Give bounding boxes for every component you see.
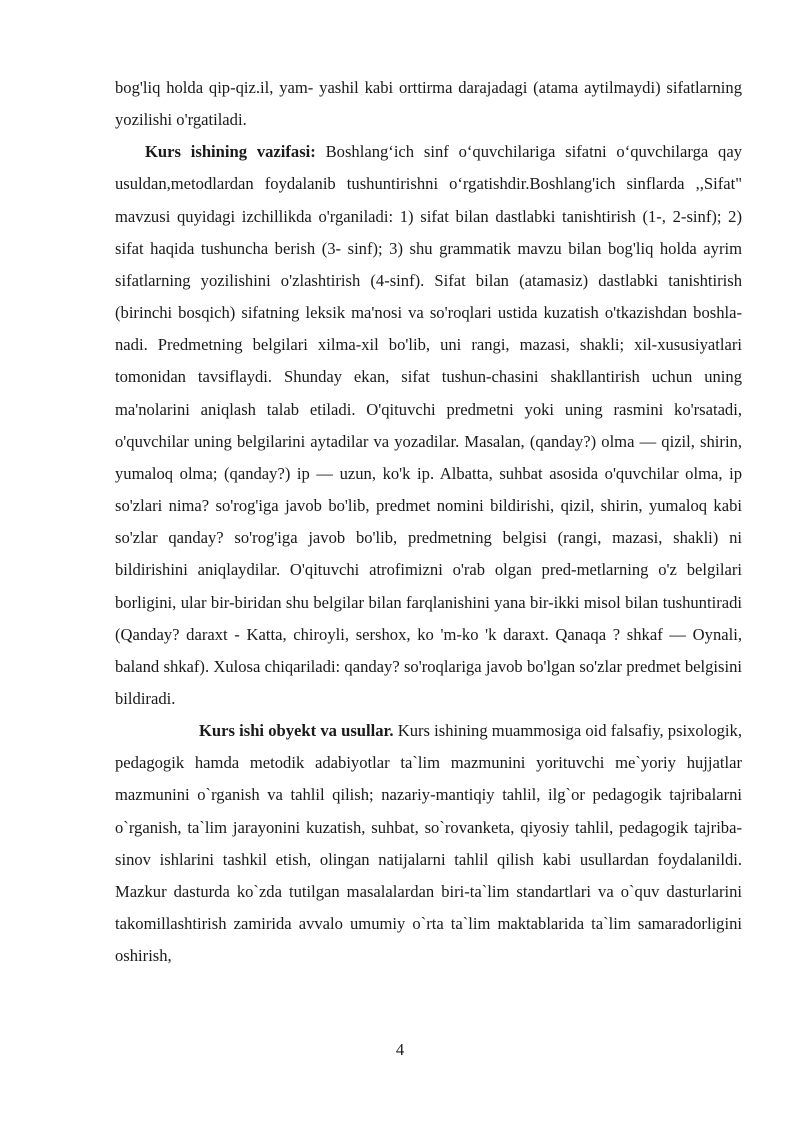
paragraph-object-methods-text: Kurs ishining muammosiga oid falsafiy, psixologik, pedagogik hamda metodik adabiyotlar ta`lim mazmunini yorituvchi me`yoriy hujjatlar mazmunini o`rganish va tahlil qilish; nazariy-mantiqiy tahlil, ilg`or pedagogik tajribalarni o`rganish, ta`lim jarayonini kuzatish, suhbat, so`rovanketa, qiyosiy tahlil, pedagogik tajriba-sinov ishlarini tashkil etish, olingan natijalarni tahlil qilish kabi usullardan foydalanildi. Mazkur dasturda ko`zda tutilgan masalalardan biri-ta`lim standartlari va o`quv dasturlarini takomillashtirish zamirida avvalo umumiy o`rta ta`lim maktablarida ta`lim samaradorligini oshirish,	[115, 721, 742, 966]
paragraph-course-task-text: Boshlang‘ich sinf o‘quvchilariga sifatni o‘quvchilarga qay usuldan,metodlardan foydalanib tushuntirishni o‘rgatishdir.Boshlang'ich sinflarda ,,Sifat" mavzusi quyidagi izchillikda o'rganiladi: 1) sifat bilan dastlabki tanishtirish (1-, 2-sinf); 2) sifat haqida tushuncha berish (3- sinf); 3) shu grammatik mavzu bilan bog'liq holda ayrim sifatlarning yozilishini o'zlashtirish (4-sinf). Sifat bilan (atamasiz) dastlabki tanishtirish (birinchi bosqich) sifatning leksik ma'nosi va so'roqlari ustida kuzatish o'tkazishdan boshla-nadi. Predmetning belgilari xilma-xil bo'lib, uni rangi, mazasi, shakli; xil-xususiyatlari tomonidan tavsiflaydi. Shunday ekan, sifat tushun-chasini shakllantirish uchun uning ma'nolarini aniqlash talab etiladi. O'qituvchi predmetni yoki uning rasmini ko'rsatadi, o'quvchilar uning belgilarini aytadilar va yozadilar. Masalan, (qanday?) olma — qizil, shirin, yumaloq olma; (qanday?) ip — uzun, ko'k ip. Albatta, suhbat asosida o'quvchilar olma, ip so'zlari nima? so'rog'iga javob bo'lib, predmet nomini bildirishi, qizil, shirin, yumaloq kabi so'zlar qanday? so'rog'iga javob bo'lib, predmetning belgisi (rangi, mazasi, shakli) ni bildirishini aniqlaydilar. O'qituvchi atrofimizni o'rab olgan pred-metlarning o'z belgilari borligini, ular bir-biridan shu belgilar bilan farqlanishini yana bir-ikki misol bilan tushuntiradi (Qanday? daraxt - Katta, chiroyli, sershox, ko 'm-ko 'k daraxt. Qanaqa ? shkaf — Oynali, baland shkaf). Xulosa chiqariladi: qanday? so'roqlariga javob bo'lgan so'zlar predmet belgisini bildiradi.	[115, 142, 743, 708]
document-page	[115, 72, 742, 972]
paragraph-course-task-heading: Kurs ishining vazifasi:	[145, 142, 316, 162]
paragraph-course-task	[115, 136, 742, 715]
page-number: 4	[395, 1040, 405, 1059]
paragraph-object-methods-heading: Kurs ishi obyekt va usullar.	[199, 721, 394, 741]
paragraph-intro-text: bog'liq holda qip-qiz.il, yam- yashil kabi orttirma darajadagi (atama aytilmaydi) sifatlarning yozilishi o'rgatiladi.	[115, 78, 742, 130]
paragraph-object-methods	[115, 715, 742, 972]
paragraph-intro	[115, 72, 742, 136]
